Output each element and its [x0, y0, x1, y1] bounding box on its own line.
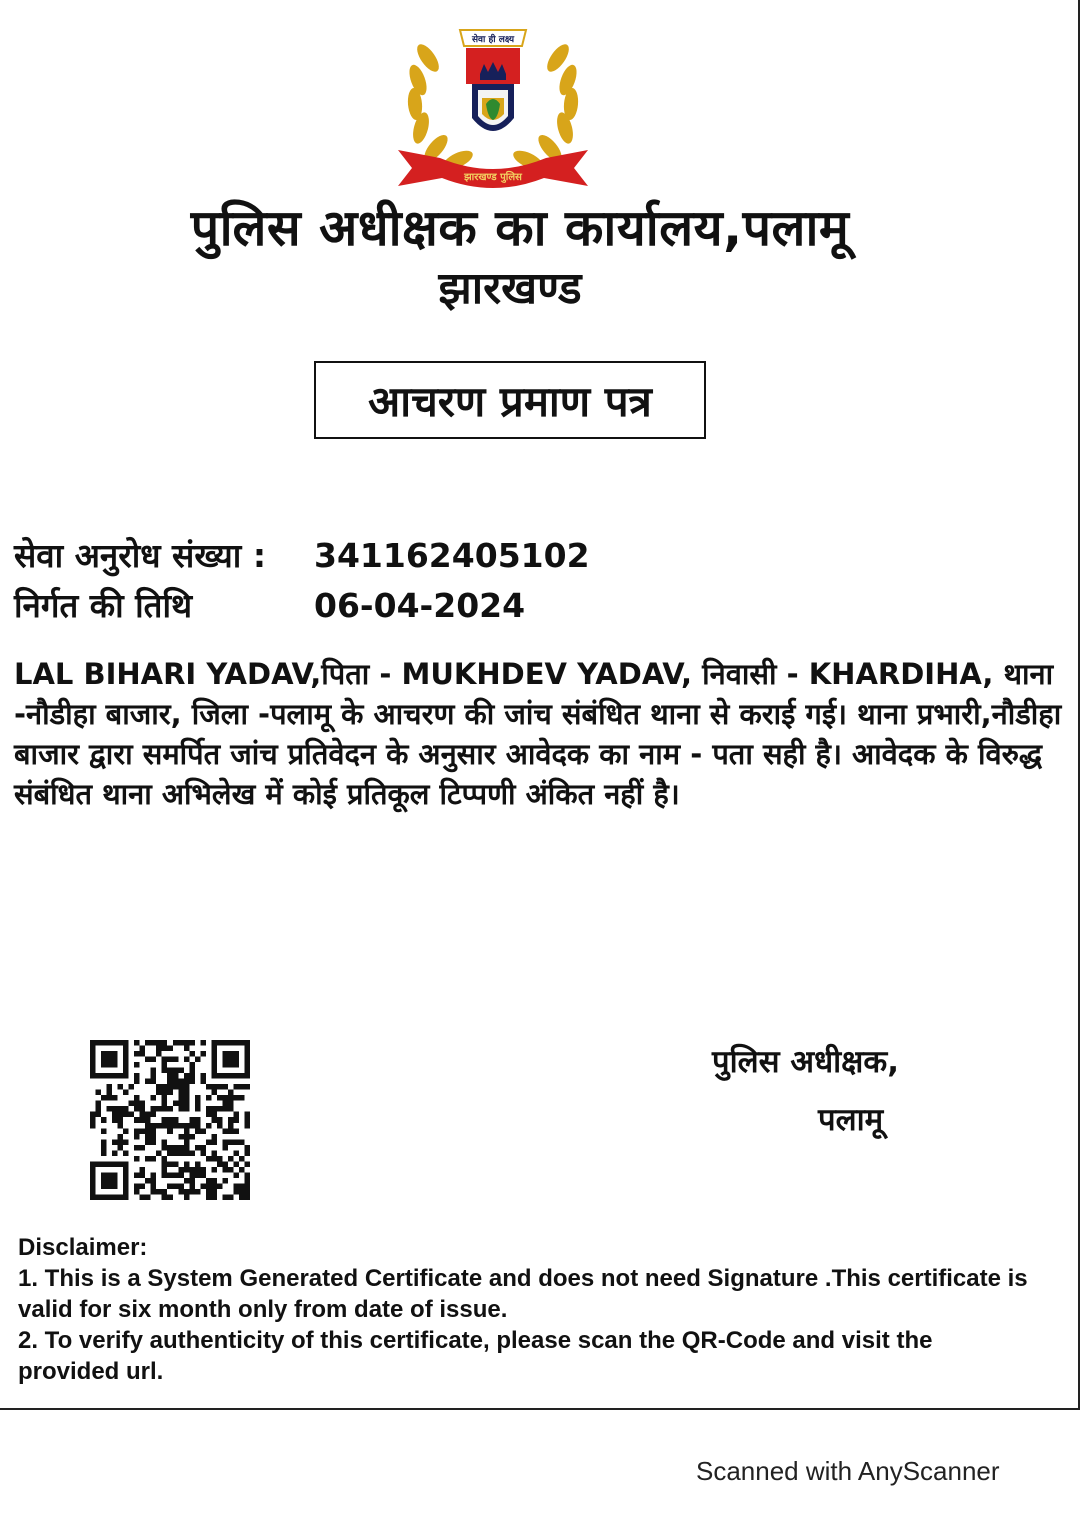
- signatory-designation: पुलिस अधीक्षक,: [712, 1044, 899, 1080]
- issue-date-value: 06-04-2024: [314, 586, 526, 625]
- issue-date-label: निर्गत की तिथि: [14, 586, 193, 625]
- disclaimer-section: [18, 1232, 1038, 1387]
- certificate-body-text: LAL BIHARI YADAV,पिता - MUKHDEV YADAV, निवासी - KHARDIHA, थाना -नौडीहा बाजार, जिला -पलामू के आचरण की जांच संबंधित थाना से कराई गई। थाना प्रभारी,नौडीहा बाजार द्वारा समर्पित जांच प्रतिवेदन के अनुसार आवेदक का नाम - पता सही है। आवेदक के विरुद्ध संबंधित थाना अभिलेख में कोई प्रतिकूल टिप्पणी अंकित नहीं है।: [14, 657, 1062, 811]
- disclaimer-line-2: 2. To verify authenticity of this certificate, please scan the QR-Code and visit the provided url.: [18, 1327, 933, 1385]
- emblem-ribbon-text: झारखण्ड पुलिस: [464, 172, 522, 183]
- request-number-value: 341162405102: [314, 536, 590, 575]
- emblem-motto: सेवा ही लक्ष्य: [471, 35, 515, 45]
- request-number-label: सेवा अनुरोध संख्या :: [14, 536, 267, 575]
- request-number-row: [14, 532, 590, 577]
- issue-date-row: [14, 582, 525, 627]
- signatory-place: पलामू: [818, 1102, 884, 1138]
- certificate-title-box: [314, 361, 706, 439]
- disclaimer-line-1: 1. This is a System Generated Certificate and does not need Signature .This certificate is valid for six month only from date of issue.: [18, 1265, 1028, 1323]
- office-title: पुलिस अधीक्षक का कार्यालय,पलामू: [190, 199, 850, 257]
- disclaimer-heading: Disclaimer:: [18, 1234, 148, 1261]
- scanner-watermark: Scanned with AnyScanner: [696, 1456, 1000, 1486]
- certificate-title: आचरण प्रमाण पत्र: [368, 376, 652, 426]
- police-emblem-icon: [388, 18, 598, 200]
- qr-code-icon: [90, 1040, 250, 1200]
- office-state: झारखण्ड: [438, 263, 582, 314]
